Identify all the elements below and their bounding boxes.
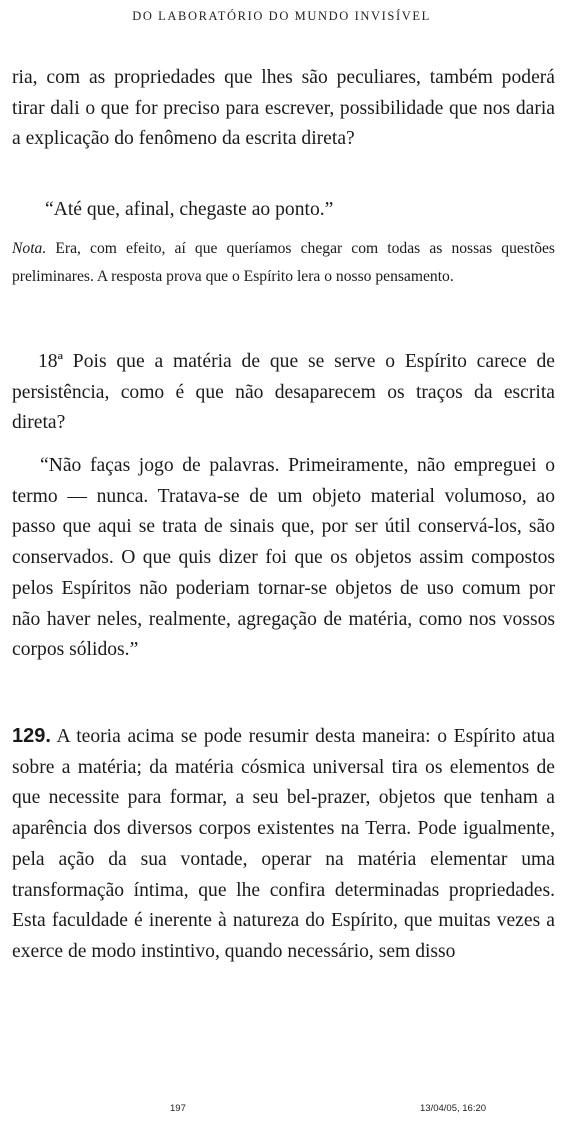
paragraph-continuation: ria, com as propriedades que lhes são peculiares, também poderá tirar dali o que for preciso para escrever, possibilidade que nos daria a explicação do fenômeno da escrita direta? [12,67,555,150]
running-header: DO LABORATÓRIO DO MUNDO INVISÍVEL [132,9,431,23]
question-18: 18ª Pois que a matéria de que se serve o Espírito carece de persistência, como é que não desaparecem os traços da escrita direta? [12,351,555,434]
page-number: 197 [170,1103,186,1114]
item-text: A teoria acima se pode resumir desta maneira: o Espírito atua sobre a matéria; da matéria cósmica universal tira os elementos de que necessite para formar, a seu bel-prazer, objetos que tenham a aparência dos diversos corpos existentes na Terra. Pode igualmente, pela ação da sua vontade, operar na matéria elementar uma transformação íntima, que lhe confira determinadas propriedades. Esta faculdade é inerente à natureza do Espírito, que muitas vezes a exerce de modo instintivo, quando necessário, sem disso [12,726,555,962]
answer-quote-1: “Até que, afinal, chegaste ao ponto.” [45,199,334,220]
note-paragraph [12,235,555,290]
item-number: 129. [12,725,51,747]
note-text: Era, com efeito, aí que queríamos chegar com todas as nossas questões preliminares. A resposta prova que o Espírito lera o nosso pensamento. [12,240,555,285]
note-label: Nota. [12,240,47,257]
item-129-paragraph [12,721,555,968]
footer-timestamp: 13/04/05, 16:20 [420,1103,487,1114]
answer-quote-2: “Não faças jogo de palavras. Primeiramente, não empreguei o termo — nunca. Tratava-se de um objeto material volumoso, ao passo que aqui se trata de sinais que, por ser útil conservá-los, são conservados. O que quis dizer foi que os objetos assim compostos pelos Espíritos não poderiam tornar-se objetos de uso comum por não haver neles, realmente, agregação de matéria, como nos vossos corpos sólidos.” [12,455,555,661]
